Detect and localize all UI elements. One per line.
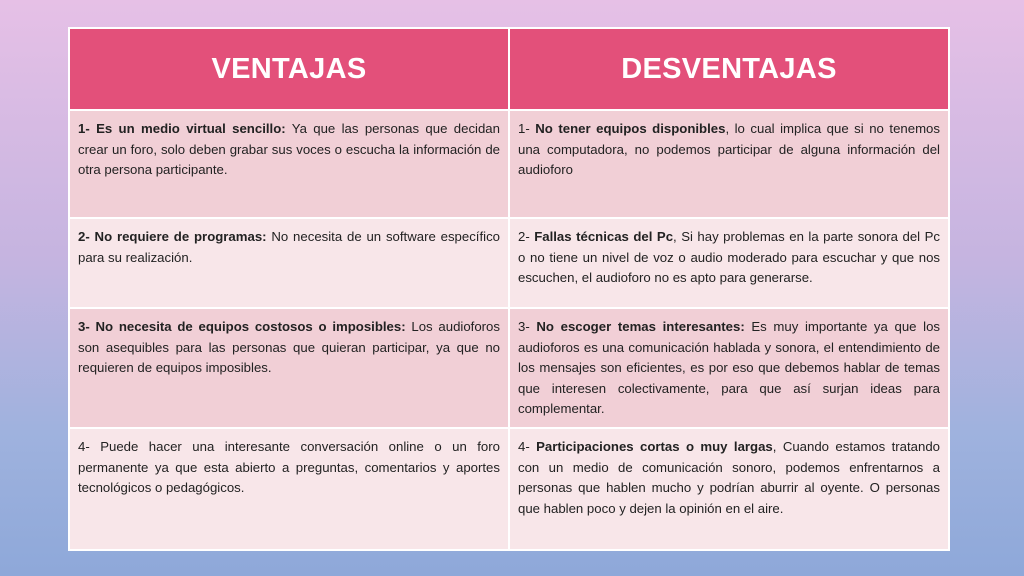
- header-ventajas-label: VENTAJAS: [211, 52, 367, 85]
- ventaja-body-2: No necesita de un software específico para su realización.: [78, 229, 500, 265]
- desventaja-cell-1: [509, 110, 949, 218]
- desventaja-prefix-1: 1-: [518, 121, 536, 136]
- ventaja-text-3: [70, 309, 508, 385]
- header-desventajas: [509, 28, 949, 110]
- ventaja-title-3: 3- No necesita de equipos costosos o imposibles:: [78, 319, 406, 334]
- ventaja-text-2: [70, 219, 508, 274]
- desventaja-prefix-2: 2-: [518, 229, 535, 244]
- desventaja-text-2: [510, 219, 948, 295]
- desventaja-text-4: [510, 429, 948, 525]
- comparison-table: [68, 27, 950, 551]
- desventaja-text-3: [510, 309, 948, 426]
- desventaja-title-1: No tener equipos disponibles: [535, 121, 726, 136]
- desventaja-body-2: , Si hay problemas en la parte sonora del Pc o no tiene un nivel de voz o audio moderado para escuchar y que nos escuchen, el audioforo no es apto para generarse.: [518, 229, 940, 285]
- desventaja-title-3: No escoger temas interesantes:: [536, 319, 745, 334]
- desventaja-title-4: Participaciones cortas o muy largas: [536, 439, 773, 454]
- header-ventajas: [69, 28, 509, 110]
- desventaja-cell-3: [509, 308, 949, 428]
- header-row: [69, 28, 949, 110]
- ventaja-body-1: Ya que las personas que decidan crear un foro, solo deben grabar sus voces o escucha la información de otra persona participante.: [78, 121, 500, 177]
- ventaja-body-3: Los audioforos son asequibles para las personas que quieran participar, ya que no requieren de equipos imposibles.: [78, 319, 500, 375]
- desventaja-body-4: , Cuando estamos tratando con un medio de comunicación sonoro, podemos enfrentarnos a personas que hablen mucho y podrían aburrir al oyente. O personas que hablen poco y dejen la opinión en el aire.: [518, 439, 941, 516]
- ventaja-cell-3: [69, 308, 509, 428]
- ventaja-cell-4: [69, 428, 509, 550]
- desventaja-prefix-4: 4-: [518, 439, 537, 454]
- desventaja-body-1: , lo cual implica que si no tenemos una computadora, no podemos participar de alguna información del audioforo: [518, 121, 940, 177]
- ventaja-cell-2: [69, 218, 509, 308]
- desventaja-cell-4: [509, 428, 949, 550]
- ventaja-body-4: 4- Puede hacer una interesante conversación online o un foro permanente ya que esta abierto a preguntas, comentarios y aportes tecnológicos o pedagógicos.: [78, 439, 500, 495]
- table-row: [69, 428, 949, 550]
- desventaja-body-3: Es muy importante ya que los audioforos es una comunicación hablada y sonora, el entendimiento de los mensajes son eficientes, es por eso que debemos hablar de temas que interesen colectivamente, para que así surjan ideas para complementar.: [518, 319, 941, 416]
- table-row: [69, 110, 949, 218]
- ventaja-title-2: 2- No requiere de programas:: [78, 229, 267, 244]
- table-row: [69, 218, 949, 308]
- desventaja-text-1: [510, 111, 948, 187]
- desventaja-prefix-3: 3-: [518, 319, 537, 334]
- ventaja-title-1: 1- Es un medio virtual sencillo:: [78, 121, 286, 136]
- desventaja-cell-2: [509, 218, 949, 308]
- ventaja-cell-1: [69, 110, 509, 218]
- ventaja-text-1: [70, 111, 508, 187]
- header-desventajas-label: DESVENTAJAS: [621, 52, 837, 85]
- ventaja-text-4: [70, 429, 508, 505]
- table-row: [69, 308, 949, 428]
- desventaja-title-2: Fallas técnicas del Pc: [534, 229, 674, 244]
